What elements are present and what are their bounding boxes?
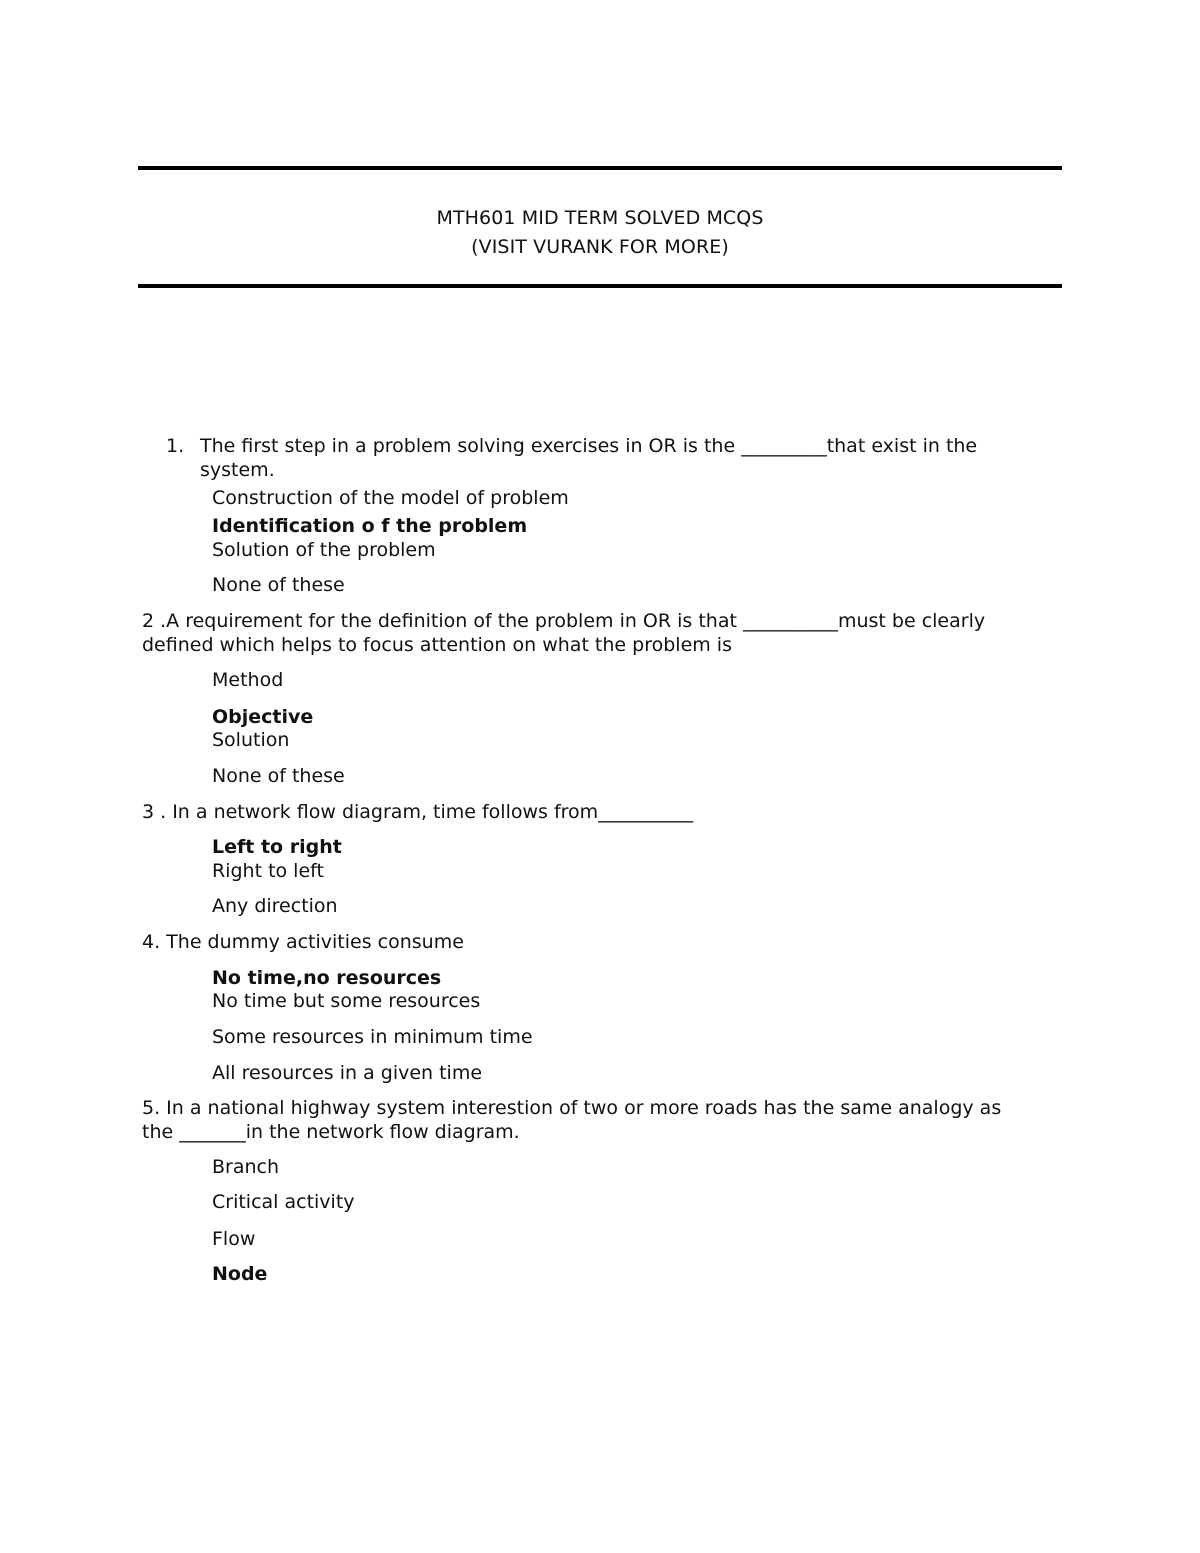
option: Solution: [212, 729, 290, 751]
top-rule: [138, 166, 1062, 170]
correct-option: Objective: [212, 706, 314, 728]
option: All resources in a given time: [212, 1062, 483, 1084]
option: None of these: [212, 765, 345, 787]
document-header: [138, 204, 1062, 262]
option: Method: [212, 669, 284, 691]
option: Construction of the model of problem: [212, 487, 569, 509]
option: Critical activity: [212, 1191, 355, 1213]
question-number: 1.: [166, 435, 185, 457]
document-title: MTH601 MID TERM SOLVED MCQS: [436, 207, 764, 229]
option: None of these: [212, 574, 345, 596]
question-text-continued: defined which helps to focus attention on what the problem is: [142, 634, 732, 656]
option: Any direction: [212, 895, 338, 917]
question-text: 4. The dummy activities consume: [142, 931, 464, 953]
option: Flow: [212, 1228, 256, 1250]
question-text: 2 .A requirement for the definition of the problem in OR is that __________must be clearly: [142, 610, 986, 632]
correct-option: Node: [212, 1263, 268, 1285]
bottom-rule: [138, 284, 1062, 288]
question-text-continued: the _______in the network flow diagram.: [142, 1121, 520, 1143]
question-text: 5. In a national highway system interestion of two or more roads has the same analogy as: [142, 1097, 1002, 1119]
option: Some resources in minimum time: [212, 1026, 533, 1048]
option: Branch: [212, 1156, 280, 1178]
question-text: 3 . In a network flow diagram, time follows from__________: [142, 801, 694, 823]
correct-option: Left to right: [212, 836, 342, 858]
correct-option: No time,no resources: [212, 967, 442, 989]
option: Right to left: [212, 860, 324, 882]
question-text: The first step in a problem solving exercises in OR is the _________that exist in the: [200, 435, 978, 457]
option: No time but some resources: [212, 990, 481, 1012]
question-text-continued: system.: [200, 459, 275, 481]
correct-option: Identification o f the problem: [212, 515, 528, 537]
option: Solution of the problem: [212, 539, 436, 561]
document-subtitle: (VISIT VURANK FOR MORE): [471, 236, 729, 258]
